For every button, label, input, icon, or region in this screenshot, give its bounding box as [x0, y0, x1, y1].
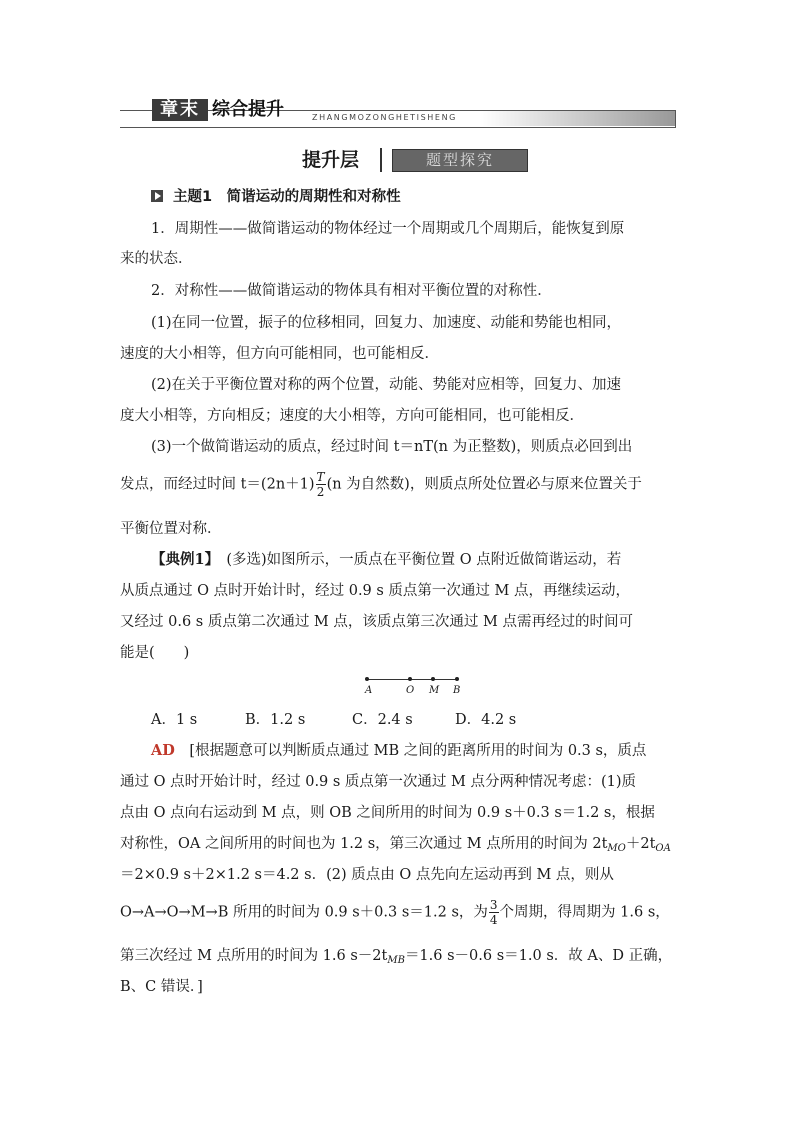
para1-line2: 来的状态． [120, 251, 193, 267]
para1-line1: 1．周期性——做简谐运动的物体经过一个周期或几个周期后，能恢复到原 [151, 221, 625, 237]
point-m [431, 677, 435, 681]
para5-line3: 平衡位置对称． [120, 521, 222, 537]
solution-line7: 第三次经过 M 点所用的时间为 1.6 $s-2t_{MB}=1.6$ s－0.6 s＝1.0 s．故 A、D 正确， [120, 948, 673, 966]
fraction-3-over-4: $\frac{3}{4}$ [489, 898, 498, 927]
point-b [455, 677, 459, 681]
para5-line1: (3)一个做简谐运动的质点，经过时间 t＝nT(n 为正整数)，则质点必回到出 [151, 439, 633, 455]
option-c: C．2.4 s [352, 712, 413, 728]
level-title: 提升层 [302, 149, 360, 171]
solution-line5: ＝2×0.9 s＋2×1.2 s＝4.2 s．(2) 质点由 O 点先向左运动再到 M 点，则从 [120, 867, 614, 883]
chapter-pinyin: ZHANGMOZONGHETISHENG [312, 113, 457, 122]
label-o: O [406, 685, 415, 696]
solution-line6: O→A→O→M→B 所用的时间为 0.9 s＋0.3 s＝1.2 s，为 $\frac{3}{4}$ 个周期，得周期为 1.6 s， [120, 898, 670, 927]
example-label: 【典例1】 [151, 551, 212, 568]
solution-line4: 对称性，OA 之间所用的时间也为 1.2 s，第三次通过 M 点所用的时间为 $2t_{MO}+2t_{OA}$ [120, 836, 671, 854]
solution-line3: 点由 O 点向右运动到 M 点，则 OB 之间所用的时间为 0.9 s＋0.3 s＝1.2 s，根据 [120, 805, 655, 821]
option-b: B．1.2 s [245, 712, 306, 728]
chapter-badge: 章末 [152, 99, 208, 121]
solution-line2: 通过 O 点时开始计时，经过 0.9 s 质点第一次通过 M 点分两种情况考虑：(1)质 [120, 774, 637, 790]
point-a [365, 677, 369, 681]
example-line4: 能是( ) [120, 645, 190, 661]
level-tag: 题型探究 [392, 149, 528, 172]
header-gradient [480, 111, 675, 126]
para4-line2: 度大小相等，方向相反；速度的大小相等，方向可能相同，也可能相反． [120, 408, 584, 424]
example-line3: 又经过 0.6 s 质点第二次通过 M 点，该质点第三次通过 M 点需再经过的时间可 [120, 614, 633, 630]
solution-line8: B、C 错误．] [120, 979, 203, 995]
topic-heading: 主题1 简谐运动的周期性和对称性 [173, 189, 401, 205]
para5-line2 [120, 470, 642, 499]
para5-line2b: (n 为自然数)，则质点所处位置必与原来位置关于 [326, 476, 642, 493]
option-a: A．1 s [151, 712, 198, 728]
play-icon [151, 190, 163, 202]
chapter-title: 综合提升 [212, 99, 284, 120]
fraction-t-over-2: $\frac{T}{2}$ [316, 470, 325, 499]
level-divider [380, 148, 382, 172]
para5-line2a: 发点，而经过时间 t＝(2n＋1) [120, 476, 315, 493]
para4-line1: (2)在关于平衡位置对称的两个位置，动能、势能对应相等，回复力、加速 [151, 377, 622, 393]
para3-line2: 速度的大小相等，但方向可能相同，也可能相反． [120, 346, 439, 362]
label-a: A [365, 685, 373, 696]
para3-line1: (1)在同一位置，振子的位移相同，回复力、加速度、动能和势能也相同， [151, 315, 622, 331]
label-b: B [453, 685, 461, 696]
solution-line1: AD [根据题意可以判断质点通过 MB 之间的距离所用的时间为 0.3 s，质点 [151, 742, 647, 759]
para2: 2．对称性——做简谐运动的物体具有相对平衡位置的对称性． [151, 283, 552, 299]
point-o [408, 677, 412, 681]
oscillation-line [366, 679, 458, 680]
example-line1: 【典例1】 (多选)如图所示，一质点在平衡位置 O 点附近做简谐运动，若 [151, 551, 622, 568]
label-m: M [429, 685, 440, 696]
answer-label: AD [151, 742, 175, 759]
example-line2: 从质点通过 O 点时开始计时，经过 0.9 s 质点第一次通过 M 点，再继续运动， [120, 583, 630, 599]
option-d: D．4.2 s [455, 712, 517, 728]
